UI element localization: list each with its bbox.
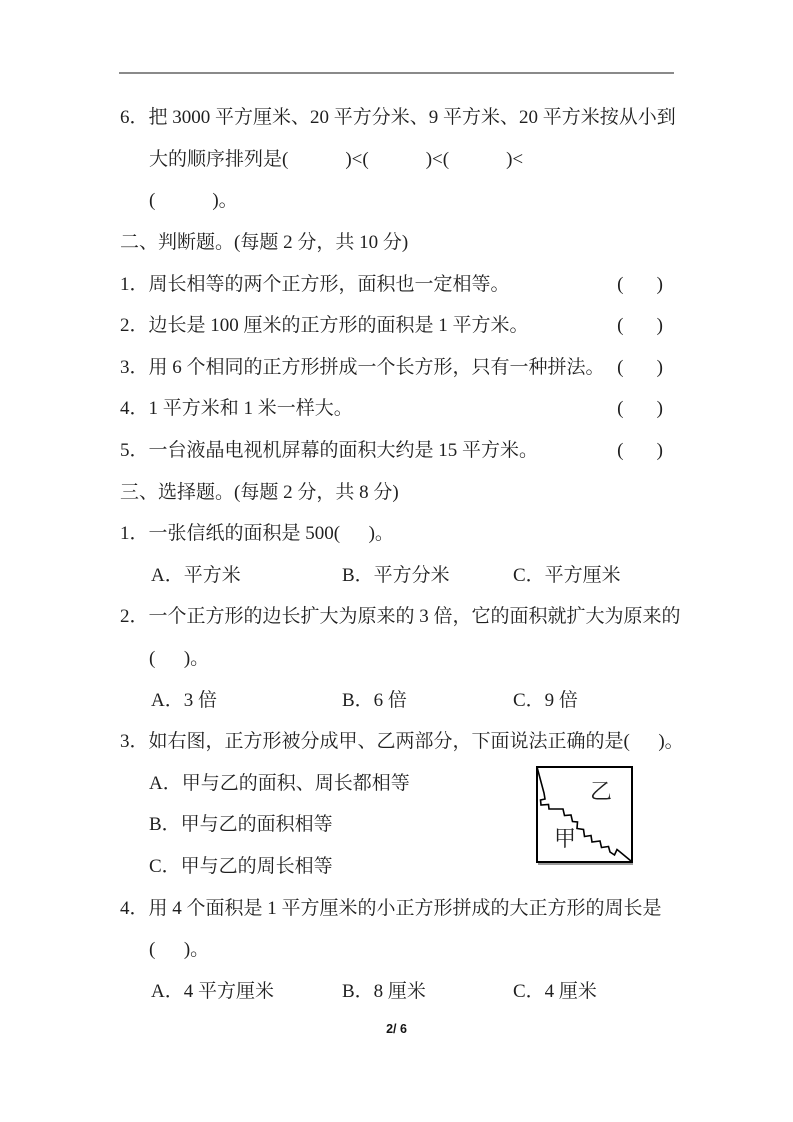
q6-line-2 [120, 139, 673, 181]
question-text: 1．周长相等的两个正方形，面积也一定相等。 [120, 273, 510, 295]
option-c: C．甲与乙的周长相等 [149, 855, 333, 877]
section-title: 二、判断题。(每题 2 分，共 10 分) [120, 232, 409, 254]
answer-blank: ( )。 [149, 648, 210, 670]
judge-item-1 [120, 263, 673, 305]
section-title: 三、选择题。(每题 2 分，共 8 分) [120, 481, 399, 503]
judge-item-4 [120, 388, 673, 430]
option-a: A．平方米 [151, 564, 241, 586]
question-text: 4．用 4 个面积是 1 平方厘米的小正方形拼成的大正方形的周长是 [120, 897, 662, 919]
judge-item-5 [120, 430, 673, 472]
figure-label-jia: 甲 [554, 826, 577, 851]
option-c: C．4 厘米 [513, 980, 597, 1002]
choice-section-title [120, 471, 673, 513]
page-number: 2/ 6 [386, 1022, 407, 1036]
question-text: 2．边长是 100 厘米的正方形的面积是 1 平方米。 [120, 315, 529, 337]
answer-blank: ( ) [617, 356, 663, 378]
question-text: ( )。 [149, 190, 238, 212]
option-b: B．平方分米 [342, 564, 450, 586]
question-text: 1．一张信纸的面积是 500( )。 [120, 523, 394, 545]
header-divider [119, 72, 674, 74]
choice-q4-line-2 [120, 929, 673, 971]
option-b: B．8 厘米 [342, 980, 426, 1002]
option-a: A．3 倍 [151, 689, 217, 711]
judge-section-title [120, 222, 673, 264]
q6-line-3 [120, 180, 673, 222]
answer-blank: ( )。 [149, 939, 210, 961]
choice-q2-options [120, 679, 673, 721]
option-b: B．甲与乙的面积相等 [149, 814, 333, 836]
square-figure-drawing [536, 766, 633, 863]
page-content [120, 97, 684, 1012]
choice-q1-text [120, 513, 673, 555]
question-text: 3．用 6 个相同的正方形拼成一个长方形，只有一种拼法。 [120, 356, 605, 378]
question-text: 3．如右图，正方形被分成甲、乙两部分，下面说法正确的是( )。 [120, 731, 684, 753]
figure-label-yi: 乙 [590, 779, 613, 804]
answer-blank: ( ) [617, 315, 663, 337]
question-text: 4．1 平方米和 1 米一样大。 [120, 398, 353, 420]
answer-blank: ( ) [617, 273, 663, 295]
option-b: B．6 倍 [342, 689, 407, 711]
answer-blank: ( ) [617, 440, 663, 462]
question-text: 2．一个正方形的边长扩大为原来的 3 倍，它的面积就扩大为原来的 [120, 606, 681, 628]
question-text: 6．把 3000 平方厘米、20 平方分米、9 平方米、20 平方米按从小到 [120, 107, 676, 129]
square-figure [536, 766, 633, 863]
choice-q1-options [120, 555, 673, 597]
answer-blank: ( ) [617, 398, 663, 420]
choice-q2-line-2 [120, 638, 673, 680]
choice-q4-line-1 [120, 887, 673, 929]
option-a: A．4 平方厘米 [151, 980, 274, 1002]
choice-q2-line-1 [120, 596, 681, 638]
option-c: C．9 倍 [513, 689, 578, 711]
option-a: A．甲与乙的面积、周长都相等 [149, 772, 410, 794]
jagged-divider-line [537, 767, 631, 861]
q6-line-1 [120, 97, 676, 139]
option-c: C．平方厘米 [513, 564, 621, 586]
choice-q3-text [120, 721, 684, 763]
judge-item-3 [120, 347, 673, 389]
choice-q4-options [120, 970, 673, 1012]
question-text: 5．一台液晶电视机屏幕的面积大约是 15 平方米。 [120, 440, 539, 462]
question-text: 大的顺序排列是( )<( )<( )< [149, 148, 524, 170]
judge-item-2 [120, 305, 673, 347]
